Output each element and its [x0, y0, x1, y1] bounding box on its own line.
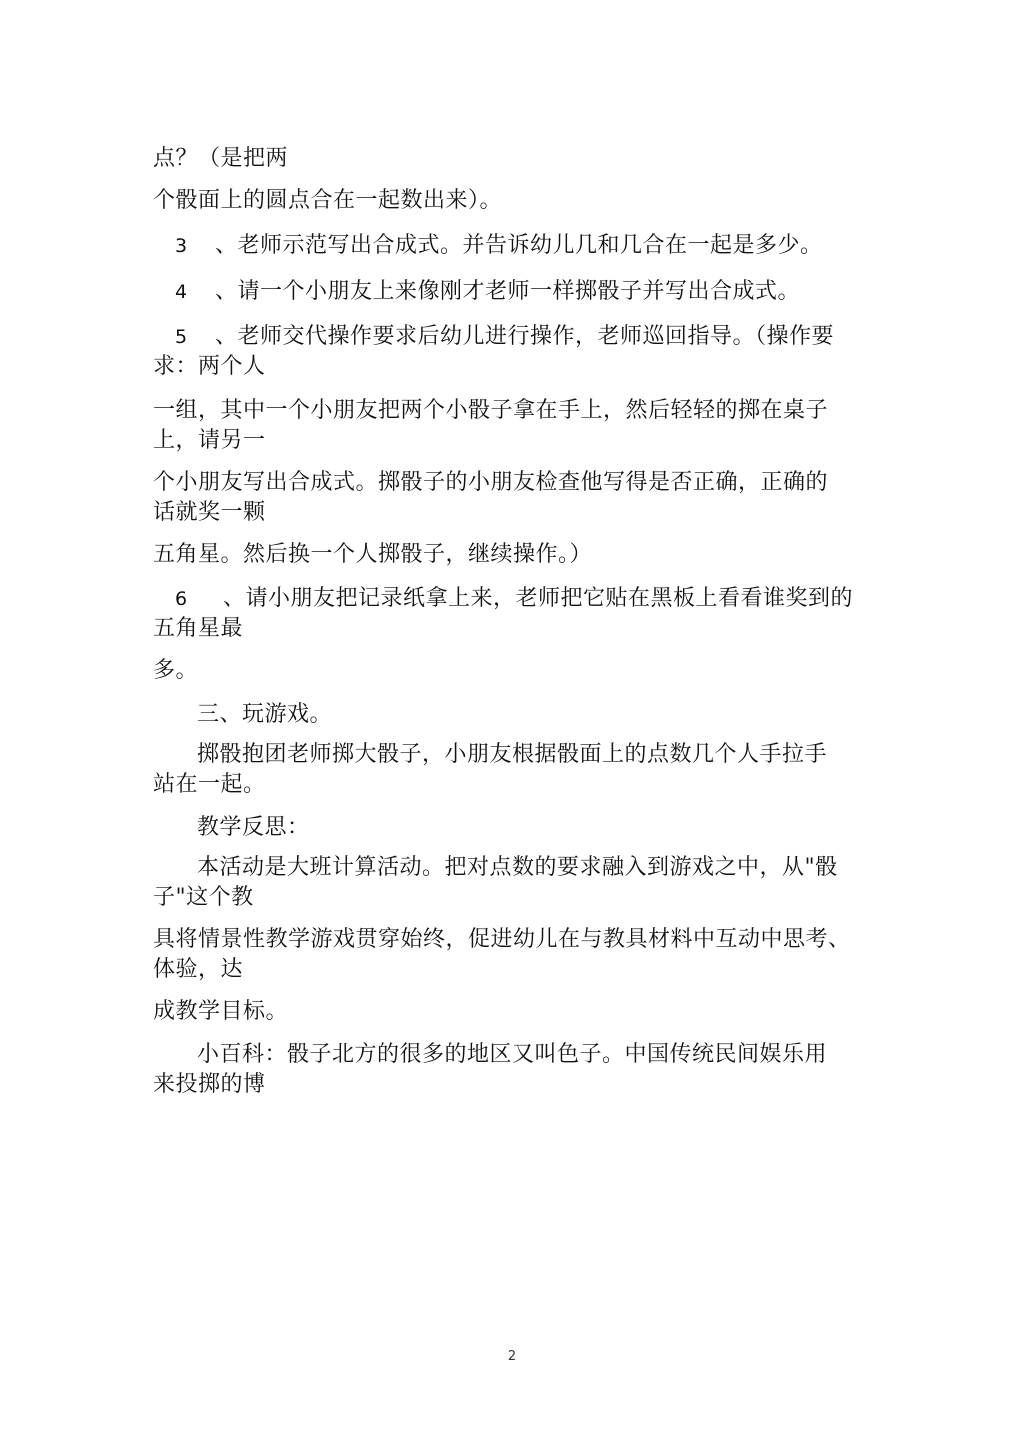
section-heading: 教学反思： — [197, 815, 310, 840]
step-number: 5 — [175, 326, 188, 348]
text-line: 求：两个人 — [153, 354, 266, 379]
step-text: 、老师示范写出合成式。并告诉幼儿几和几合在一起是多少。 — [215, 233, 823, 258]
step-number: 4 — [175, 281, 188, 303]
text-line: 本活动是大班计算活动。把对点数的要求融入到游戏之中，从"骰 — [197, 855, 838, 880]
text-line: 小百科：骰子北方的很多的地区又叫色子。中国传统民间娱乐用 — [197, 1042, 828, 1067]
text-line: 具将情景性教学游戏贯穿始终，促进幼儿在与教具材料中互动中思考、 — [153, 927, 851, 952]
page-number: 2 — [507, 1349, 517, 1364]
text-line: 个小朋友写出合成式。掷骰子的小朋友检查他写得是否正确，正确的 — [153, 470, 829, 495]
text-line: 站在一起。 — [153, 772, 266, 797]
step-text: 、请小朋友把记录纸拿上来，老师把它贴在黑板上看看谁奖到的 — [223, 586, 854, 611]
text-line: 五角星。然后换一个人掷骰子，继续操作。） — [153, 542, 593, 567]
text-line: 掷骰抱团老师掷大骰子，小朋友根据骰面上的点数几个人手拉手 — [197, 742, 828, 767]
text-line: 上，请另一 — [153, 428, 266, 453]
step-line — [175, 277, 800, 307]
text-line: 一组，其中一个小朋友把两个小骰子拿在手上，然后轻轻的掷在桌子 — [153, 398, 829, 423]
step-line — [175, 584, 853, 614]
text-line: 子"这个教 — [153, 885, 254, 910]
step-text: 、老师交代操作要求后幼儿进行操作，老师巡回指导。（操作要 — [215, 324, 835, 349]
section-heading: 三、玩游戏。 — [197, 702, 333, 727]
step-number: 6 — [175, 588, 188, 610]
text-line: 来投掷的博 — [153, 1072, 266, 1097]
text-line: 个骰面上的圆点合在一起数出来）。 — [153, 188, 503, 213]
text-line: 点？（是把两 — [153, 146, 289, 171]
step-number: 3 — [175, 235, 188, 257]
text-line: 话就奖一颗 — [153, 500, 266, 525]
text-line: 成教学目标。 — [153, 999, 289, 1024]
step-line — [175, 231, 823, 261]
step-text: 、请一个小朋友上来像刚才老师一样掷骰子并写出合成式。 — [215, 279, 801, 304]
text-line: 五角星最 — [153, 616, 244, 641]
text-line: 多。 — [153, 658, 199, 683]
step-line — [175, 322, 834, 352]
text-line: 体验，达 — [153, 957, 244, 982]
